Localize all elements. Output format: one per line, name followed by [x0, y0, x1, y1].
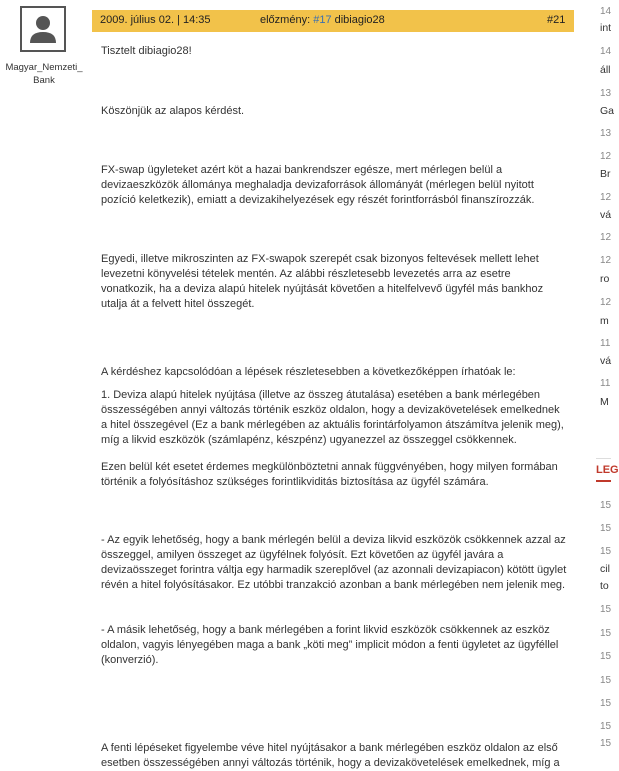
post-number[interactable]: #21 — [547, 14, 566, 26]
sidebar-item-date: 14 — [600, 6, 612, 17]
sidebar-item-title[interactable]: m — [600, 315, 609, 327]
sidebar-item-date: 12 — [600, 255, 612, 266]
sidebar-section-header — [596, 462, 619, 482]
post-date: 2009. július 02. | 14:35 — [100, 14, 211, 26]
sidebar-item-date: 15 — [600, 651, 612, 662]
reply-link[interactable]: #17 — [313, 14, 332, 26]
sidebar-item-date: 15 — [600, 628, 612, 639]
divider — [596, 458, 611, 459]
post-paragraph: A kérdéshez kapcsolódóan a lépések részletesebben a következőképpen írhatóak le: — [101, 366, 516, 378]
author-name[interactable]: Magyar_Nemzeti_ Bank — [5, 62, 83, 86]
user-icon — [23, 9, 63, 49]
sidebar-item-date: 15 — [600, 604, 612, 615]
sidebar-item-title[interactable]: Br — [600, 168, 611, 180]
post-paragraph: - A másik lehetőség, hogy a bank mérlegében a forint likvid eszközök csökkennek az eszköz oldalon, vagyis lényegében maga a bank „köti meg” implicit módon a fenti ügyletet az ügyféllel (konverzió). — [101, 624, 559, 666]
sidebar-item-date: 15 — [600, 698, 612, 709]
sidebar-item-date: 13 — [600, 128, 612, 139]
reply-user[interactable]: dibiagio28 — [334, 14, 385, 26]
sidebar-item-date: 12 — [600, 151, 612, 162]
sidebar-item-date: 15 — [600, 546, 612, 557]
reply-label-text: előzmény: — [260, 14, 311, 26]
post-paragraph: A fenti lépéseket figyelembe véve hitel nyújtásakor a bank mérlegében eszköz oldalon az első esetben összességében annyi változás történik, hogy a devizakövetelések emelkednek, míg a — [101, 742, 560, 769]
sidebar-item-title[interactable]: vá — [600, 209, 612, 221]
sidebar-item-title[interactable]: int — [600, 22, 612, 34]
sidebar-item-title[interactable]: cil — [600, 563, 610, 575]
sidebar-item-date: 11 — [600, 338, 611, 349]
sidebar-item-date: 12 — [600, 192, 612, 203]
sidebar-item-date: 13 — [600, 88, 612, 99]
sidebar-item-date: 11 — [600, 378, 611, 389]
sidebar-section-title: LEG — [596, 464, 619, 476]
sidebar-item-date: 15 — [600, 500, 612, 511]
sidebar-item-title[interactable]: ro — [600, 273, 610, 285]
post-paragraph: FX-swap ügyleteket azért köt a hazai bankrendszer egésze, mert mérlegen belül a devizaeszközök állománya meghaladja devizaforrások állományát (mérlegen belül nyitott pozíció keletkezik), emiatt a devizakihelyezések egy részét forintforrásból finanszírozzák. — [101, 164, 535, 206]
sidebar-item-date: 12 — [600, 232, 612, 243]
post-paragraph: 1. Deviza alapú hitelek nyújtása (illetve az összeg átutalása) esetében a bank mérlegében összességében annyi változás történik eszköz oldalon, hogy a devizakövetelések emelkednek a hitel összegével (Ez a bank mérlegében az aktuális forintárfolyamon átszámítva jelenik meg), míg a likvid eszközök (számlapénz, készpénz) ugyanezzel az összeggel csökkennek. — [101, 389, 564, 446]
post-paragraph: Tisztelt dibiagio28! — [101, 45, 192, 57]
post-paragraph: Köszönjük az alapos kérdést. — [101, 105, 245, 117]
sidebar-item-date: 15 — [600, 675, 612, 686]
sidebar-item-date: 12 — [600, 297, 612, 308]
sidebar-item-title[interactable]: M — [600, 396, 609, 408]
sidebar-item-date: 14 — [600, 46, 612, 57]
sidebar-item-date: 15 — [600, 523, 612, 534]
sidebar-item-date: 15 — [600, 721, 612, 732]
sidebar-item-title[interactable]: Ga — [600, 105, 615, 117]
post-paragraph: Egyedi, illetve mikroszinten az FX-swapok szerepét csak bizonyos feltevések mellett lehet levezetni könyvelési tételek mentén. Az alábbi részletesebb levezetés arra az esetre vonatkozik, ha a deviza alapú hitelek nyújtását követően a hitelfelvevő ügyfél más bankhoz utalja át a felvett hitel összegét. — [101, 253, 544, 310]
sidebar-item-title[interactable]: vá — [600, 355, 612, 367]
sidebar-item-date: 15 — [600, 738, 612, 749]
sidebar-item-title[interactable]: áll — [600, 64, 611, 76]
avatar[interactable] — [20, 6, 66, 52]
post-paragraph: Ezen belül két esetet érdemes megkülönböztetni annak függvényében, hogy milyen formában történik a folyósításhoz szükséges forintlikviditás biztosítása az ügyfél számára. — [101, 461, 558, 488]
sidebar-right — [595, 0, 619, 749]
reply-label — [260, 14, 385, 26]
sidebar-item-title[interactable]: to — [600, 580, 609, 592]
post-paragraph: - Az egyik lehetőség, hogy a bank mérlegén belül a deviza likvid eszközök csökkennek azzal az összeggel, amilyen összeget az ügyfélnek folyósít. Ezt követően az ügyfél javára a devizaösszeget forintra váltja egy harmadik szereplővel (az azonnali devizapiacon) kötött ügylet révén a hitel folyósításakor. Ez utóbbi tranzakció azonban a bank mérlegében nem jelenik meg. — [101, 534, 567, 591]
post-header — [92, 10, 574, 32]
